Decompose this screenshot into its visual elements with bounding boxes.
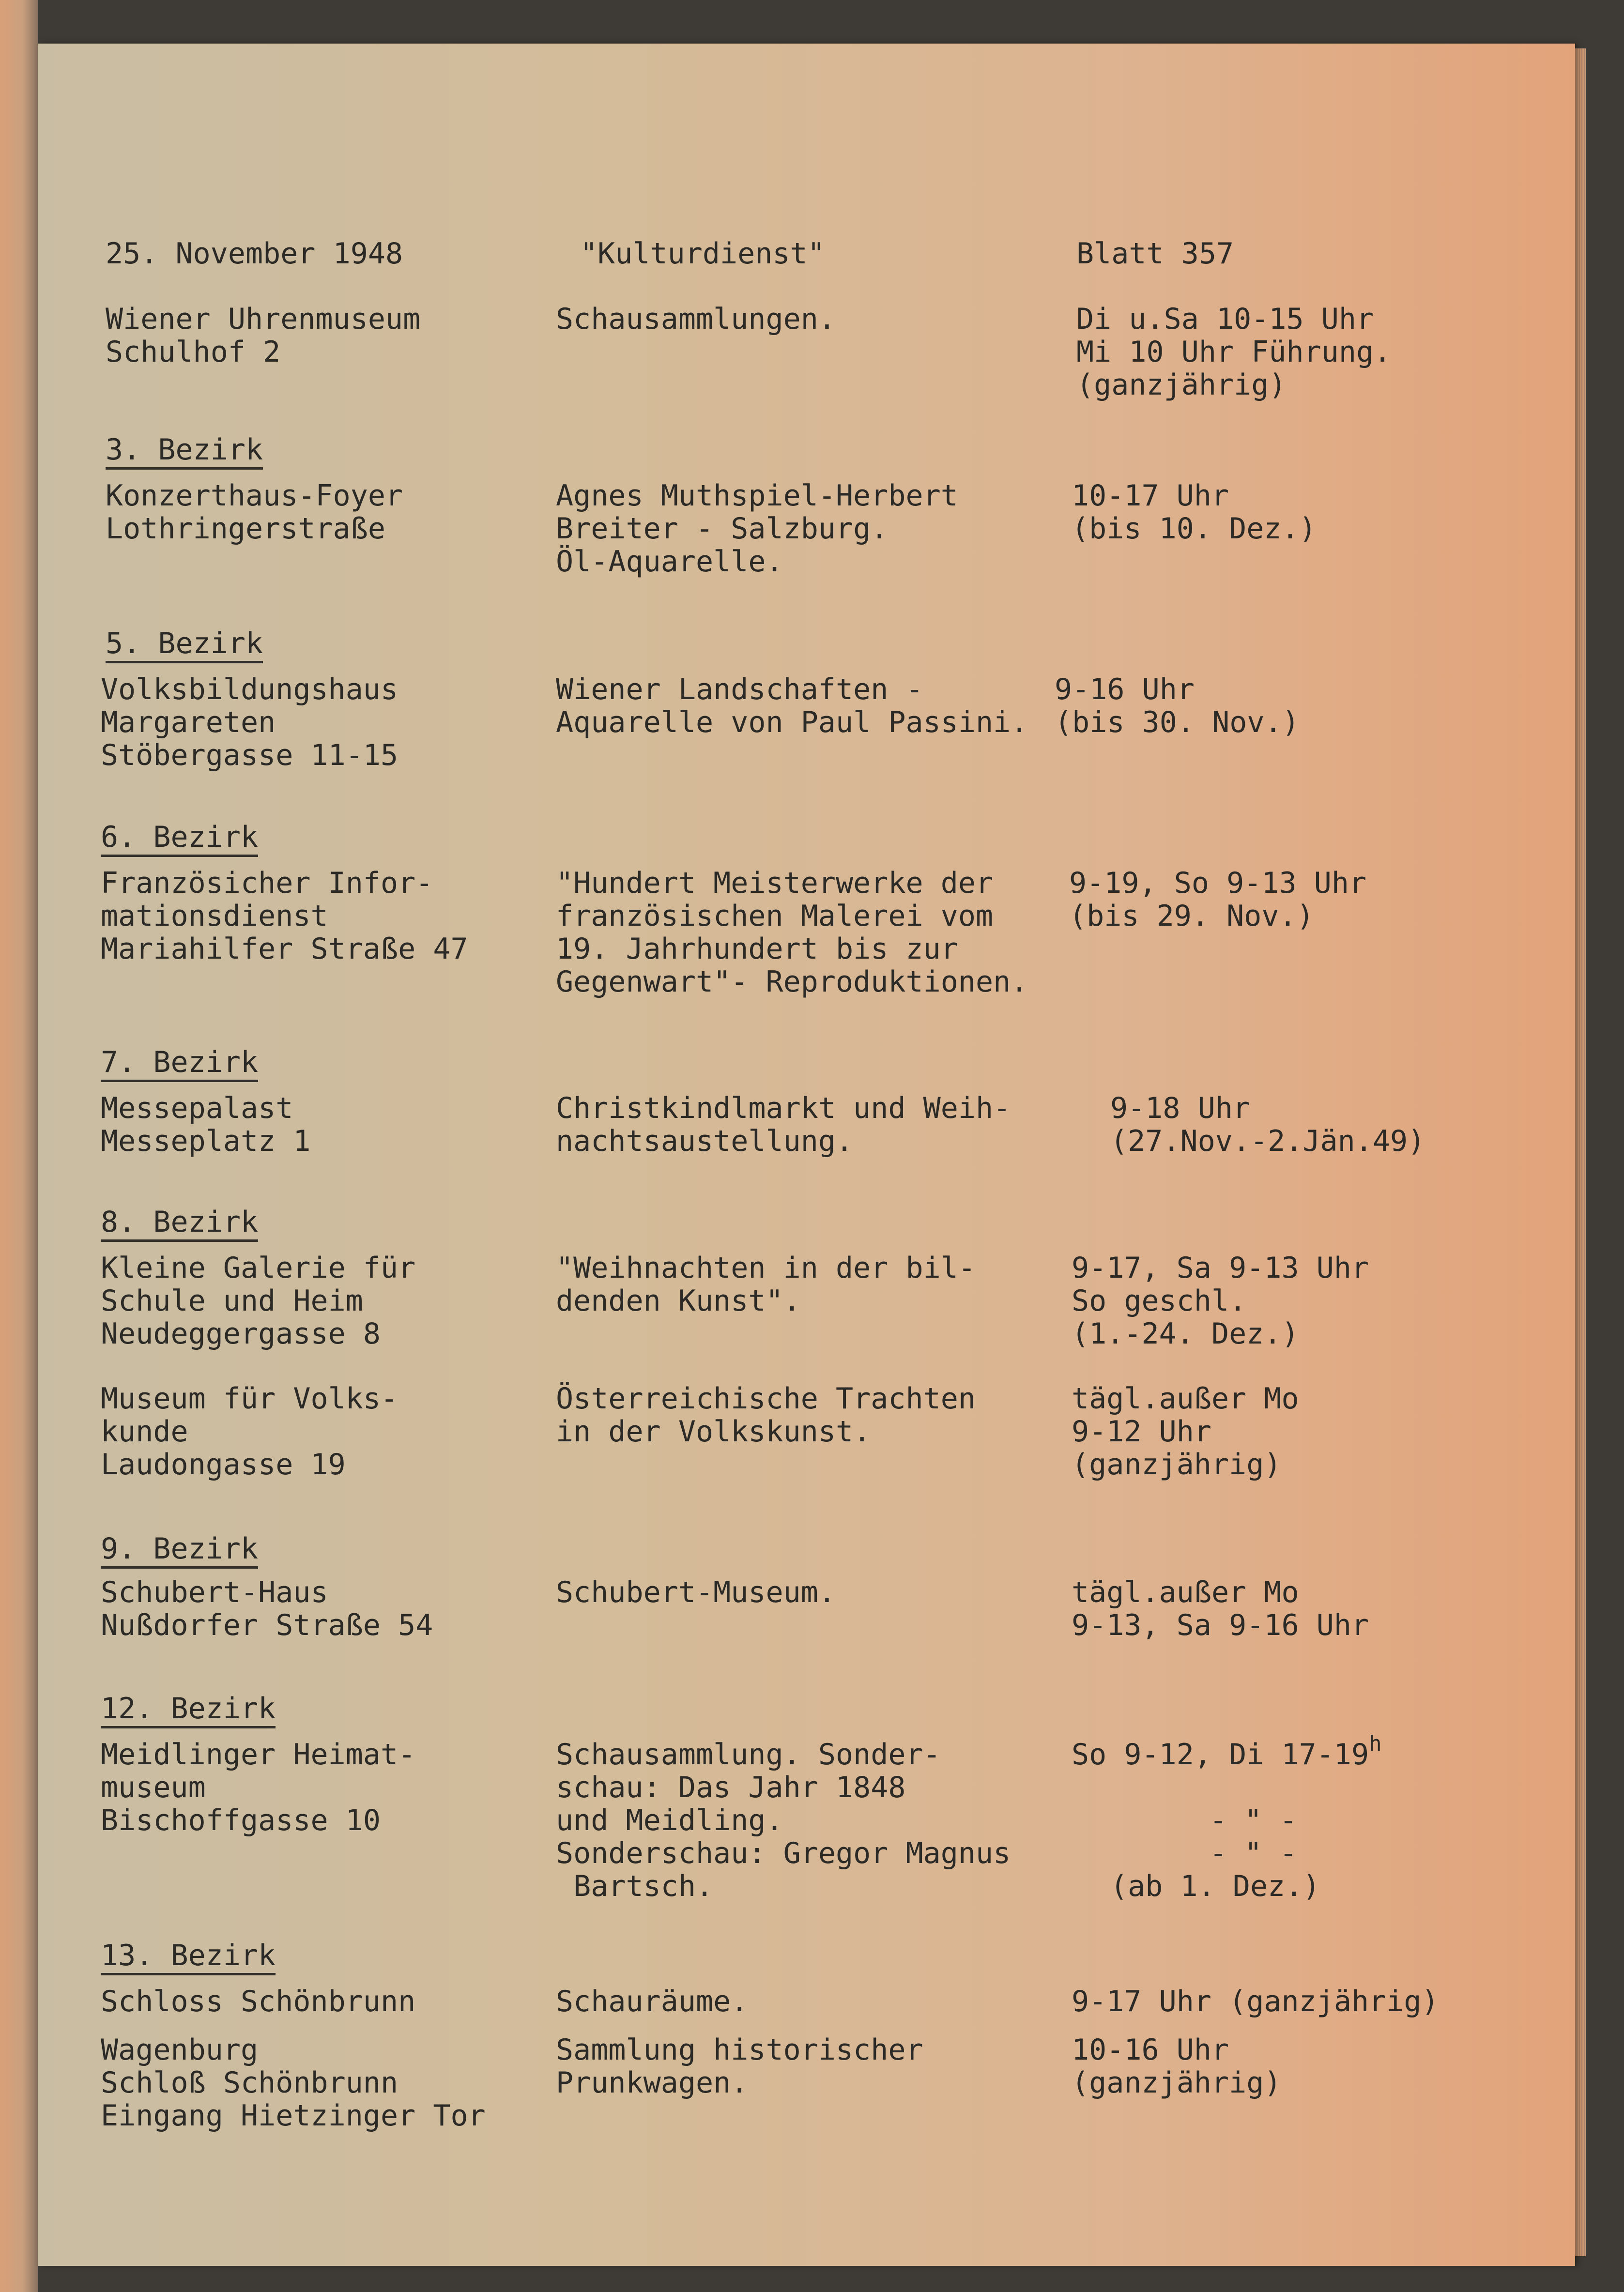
- entry-location: Wagenburg Schloß Schönbrunn Eingang Hietzinger Tor: [101, 2033, 486, 2133]
- entry-location: Konzerthaus-Foyer Lothringerstraße: [106, 479, 403, 546]
- entry-location: Wiener Uhrenmuseum Schulhof 2: [106, 302, 421, 369]
- entry-hours: tägl.außer Mo 9-12 Uhr (ganzjährig): [1072, 1382, 1299, 1482]
- header-sheet-number: Blatt 357: [1076, 237, 1234, 271]
- entry-exhibition: Schausammlungen.: [556, 302, 836, 336]
- entry-exhibition: Wiener Landschaften - Aquarelle von Paul Passini.: [556, 672, 1028, 739]
- entry-exhibition: Schausammlung. Sonder- schau: Das Jahr 1848 und Meidling. Sonderschau: Gregor Magnus Bartsch.: [556, 1738, 1011, 1903]
- document-page: [38, 44, 1575, 2266]
- entry-exhibition: Agnes Muthspiel-Herbert Breiter - Salzburg. Öl-Aquarelle.: [556, 479, 958, 579]
- entry-location: Messepalast Messeplatz 1: [101, 1091, 311, 1158]
- entry-hours: 9-19, So 9-13 Uhr (bis 29. Nov.): [1069, 866, 1367, 933]
- page-stack-edge: [1575, 48, 1586, 2256]
- district-heading: 6. Bezirk: [101, 821, 258, 857]
- entry-location: Schubert-Haus Nußdorfer Straße 54: [101, 1575, 433, 1642]
- entry-hours: 10-17 Uhr (bis 10. Dez.): [1072, 479, 1317, 546]
- district-heading: 8. Bezirk: [101, 1206, 258, 1242]
- entry-exhibition: "Weihnachten in der bil- denden Kunst".: [556, 1251, 976, 1318]
- entry-hours: 9-18 Uhr (27.Nov.-2.Jän.49): [1110, 1091, 1425, 1158]
- entry-exhibition: Schauräume.: [556, 1985, 749, 2018]
- entry-hours: 10-16 Uhr (ganzjährig): [1072, 2033, 1282, 2100]
- entry-hours: 9-16 Uhr (bis 30. Nov.): [1055, 672, 1300, 739]
- entry-hours: Di u.Sa 10-15 Uhr Mi 10 Uhr Führung. (ganzjährig): [1076, 302, 1392, 402]
- district-heading: 7. Bezirk: [101, 1046, 258, 1082]
- entry-location: Schloss Schönbrunn: [101, 1985, 416, 2018]
- entry-location: Volksbildungshaus Margareten Stöbergasse 11-15: [101, 672, 398, 772]
- header-date: 25. November 1948: [106, 237, 403, 271]
- entry-hours: tägl.außer Mo 9-13, Sa 9-16 Uhr: [1072, 1575, 1369, 1642]
- entry-hours-note: (ab 1. Dez.): [1110, 1869, 1320, 1903]
- district-heading: 3. Bezirk: [106, 433, 263, 470]
- entry-location: Kleine Galerie für Schule und Heim Neudeggergasse 8: [101, 1251, 416, 1351]
- entry-exhibition: Schubert-Museum.: [556, 1575, 836, 1609]
- entry-exhibition: Österreichische Trachten in der Volkskunst.: [556, 1382, 976, 1449]
- district-heading: 5. Bezirk: [106, 627, 263, 663]
- entry-hours: 9-17 Uhr (ganzjährig): [1072, 1985, 1439, 2018]
- entry-exhibition: "Hundert Meisterwerke der französischen Malerei vom 19. Jahrhundert bis zur Gegenwart"- Reproduktionen.: [556, 866, 1028, 999]
- entry-hours: [1072, 1731, 1382, 1772]
- district-heading: 12. Bezirk: [101, 1692, 276, 1728]
- header-title: "Kulturdienst": [580, 237, 825, 271]
- book-binding-edge: [0, 0, 38, 2292]
- entry-hours: 9-17, Sa 9-13 Uhr So geschl. (1.-24. Dez.): [1072, 1251, 1369, 1351]
- entry-hours-text: So 9-12, Di 17-19: [1072, 1738, 1369, 1772]
- hours-superscript: h: [1369, 1731, 1382, 1756]
- entry-location: Meidlinger Heimat- museum Bischoffgasse 10: [101, 1738, 416, 1837]
- entry-exhibition: Sammlung historischer Prunkwagen.: [556, 2033, 923, 2100]
- ditto-mark: - " -: [1210, 1803, 1297, 1837]
- district-heading: 13. Bezirk: [101, 1939, 276, 1975]
- entry-exhibition: Christkindlmarkt und Weih- nachtsaustellung.: [556, 1091, 1011, 1158]
- district-heading: 9. Bezirk: [101, 1532, 258, 1569]
- entry-location: Französicher Infor- mationsdienst Mariahilfer Straße 47: [101, 866, 468, 966]
- entry-location: Museum für Volks- kunde Laudongasse 19: [101, 1382, 398, 1482]
- ditto-mark: - " -: [1210, 1836, 1297, 1870]
